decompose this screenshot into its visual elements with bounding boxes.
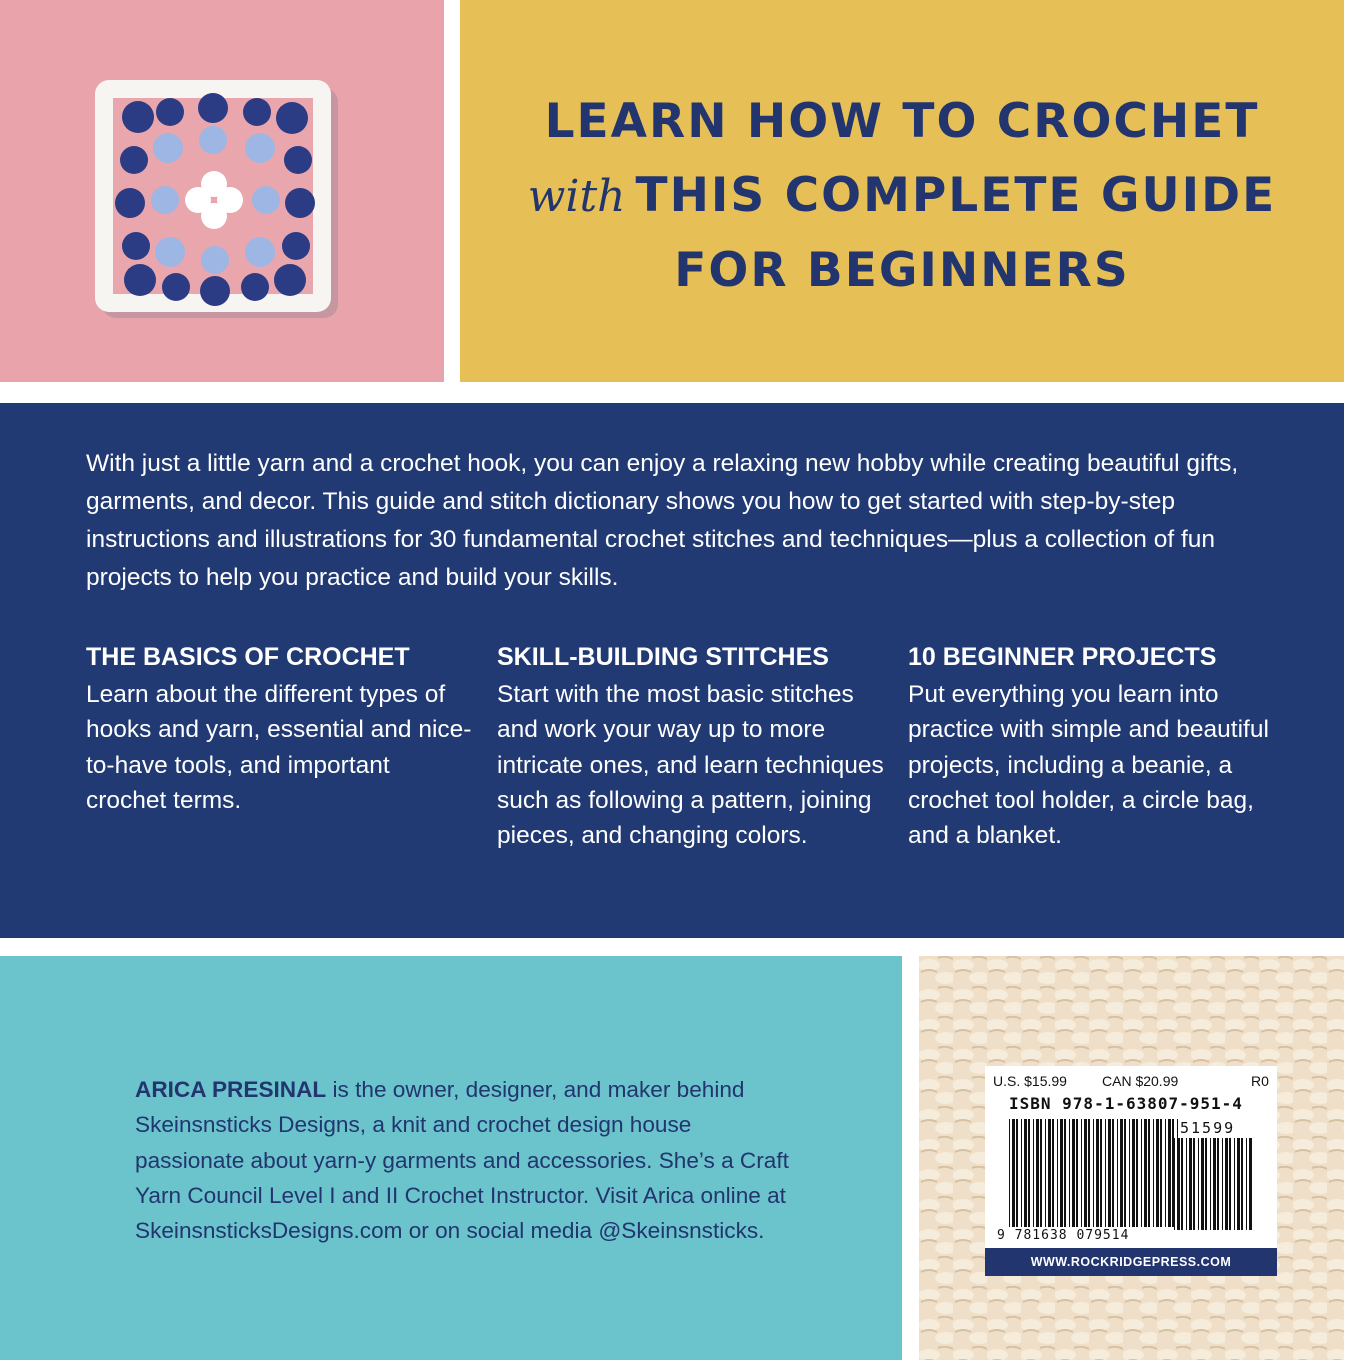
headline-line-1: LEARN HOW TO CROCHET — [544, 94, 1260, 149]
price-us: U.S. $15.99 — [993, 1073, 1067, 1089]
barcode-bar — [1205, 1138, 1207, 1230]
headline-panel — [460, 0, 1344, 382]
barcode-bar — [1153, 1119, 1154, 1227]
barcode-bar — [1174, 1138, 1175, 1230]
author-name: ARICA PRESINAL — [135, 1077, 327, 1102]
barcode-bar — [1112, 1119, 1114, 1227]
barcode-bar — [1124, 1119, 1126, 1227]
barcode-bar — [1136, 1119, 1138, 1227]
barcode-bar — [1246, 1138, 1247, 1230]
barcode-icon — [1009, 1119, 1181, 1227]
barcode-bar — [1096, 1119, 1099, 1227]
barcode-bar — [1229, 1138, 1231, 1230]
barcode-bar — [1072, 1119, 1075, 1227]
barcode-bar — [1081, 1119, 1082, 1227]
barcode-bar — [1160, 1119, 1162, 1227]
barcode-bar — [1057, 1119, 1058, 1227]
feature-basics — [86, 640, 476, 818]
barcode-bar — [1105, 1119, 1106, 1227]
barcode-bar — [1036, 1119, 1039, 1227]
barcode-bar — [1141, 1119, 1142, 1227]
granny-square-illustration — [0, 0, 444, 382]
barcode-bar — [1181, 1138, 1183, 1230]
barcode-bar — [1132, 1119, 1135, 1227]
barcode-bar — [1177, 1138, 1180, 1230]
barcode-bar — [1210, 1138, 1211, 1230]
barcode-bar — [1222, 1138, 1223, 1230]
feature-projects — [908, 640, 1298, 853]
barcode-bar — [1234, 1138, 1235, 1230]
feature-title: SKILL-BUILDING STITCHES — [497, 643, 829, 671]
barcode-bar — [1148, 1119, 1150, 1227]
barcode-bar — [1241, 1138, 1243, 1230]
author-bio — [135, 1072, 795, 1248]
barcode-bar — [1165, 1119, 1166, 1227]
barcode-bar — [1012, 1119, 1015, 1227]
isbn-number: ISBN 978-1-63807-951-4 — [1009, 1094, 1243, 1113]
feature-title: THE BASICS OF CROCHET — [86, 643, 410, 671]
barcode-bar — [1052, 1119, 1054, 1227]
feature-title: 10 BEGINNER PROJECTS — [908, 643, 1217, 671]
barcode-bar — [1064, 1119, 1066, 1227]
barcode-bar — [1024, 1119, 1027, 1227]
barcode-bar — [1213, 1138, 1216, 1230]
barcode-bar — [1237, 1138, 1240, 1230]
barcode-bar — [1021, 1119, 1022, 1227]
barcode-bar — [1045, 1119, 1046, 1227]
feature-stitches — [497, 640, 887, 853]
barcode-bar — [1048, 1119, 1051, 1227]
barcode-bar — [1193, 1138, 1195, 1230]
barcode-bar — [1028, 1119, 1030, 1227]
barcode-bar — [1076, 1119, 1078, 1227]
granny-square-photo — [0, 0, 444, 382]
ean-number: 9 781638 079514 — [997, 1228, 1130, 1243]
barcode-bar — [1225, 1138, 1228, 1230]
barcode-bar — [1120, 1119, 1123, 1227]
barcode-bar — [1117, 1119, 1118, 1227]
barcode-bar — [1060, 1119, 1063, 1227]
barcode-bar — [1009, 1119, 1010, 1227]
intro-paragraph: With just a little yarn and a crochet hook, you can enjoy a relaxing new hobby while creating beautiful gifts, garments, and decor. This guide and stitch dictionary shows you how to get started with step-by-step instructions and illustrations for 30 fundamental crochet stitches and techniques—plus a collection of fun projects to help you practice and build your skills. — [86, 450, 1239, 591]
headline-line-3: FOR BEGINNERS — [674, 243, 1130, 298]
barcode-bar — [1033, 1119, 1034, 1227]
addon-number: 51599 — [1180, 1119, 1236, 1137]
barcode-label — [985, 1066, 1277, 1276]
headline-line-2-text: THIS COMPLETE GUIDE — [635, 168, 1277, 223]
barcode-bar — [1069, 1119, 1070, 1227]
barcode-bar — [1189, 1138, 1192, 1230]
publisher-website: WWW.ROCKRIDGEPRESS.COM — [985, 1248, 1277, 1276]
barcode-bar — [1129, 1119, 1130, 1227]
headline-script-word: with — [527, 171, 626, 222]
barcode-bar — [1093, 1119, 1094, 1227]
feature-text: Put everything you learn into practice with simple and beautiful projects, including a beanie, a crochet tool holder, a circle bag, and a blanket. — [908, 681, 1269, 850]
barcode-bar — [1108, 1119, 1111, 1227]
barcode-bar — [1156, 1119, 1159, 1227]
barcode-bar — [1040, 1119, 1042, 1227]
barcode-bar — [1249, 1138, 1252, 1230]
price-code: R0 — [1251, 1073, 1269, 1089]
feature-text: Learn about the different types of hooks and yarn, essential and nice-to-have tools, and important crochet terms. — [86, 681, 472, 814]
headline-line-2 — [460, 168, 1344, 223]
barcode-bar — [1144, 1119, 1147, 1227]
barcode-bar — [1016, 1119, 1018, 1227]
barcode-bar — [1201, 1138, 1204, 1230]
barcode-addon-icon — [1174, 1138, 1254, 1230]
author-bio-text: is the owner, designer, and maker behind Skeinsnsticks Designs, a knit and crochet design house passionate about yarn-y garments and accessories. She’s a Craft Yarn Council Level I and II Crochet Instructor. Visit Arica online at SkeinsnsticksDesigns.com or on social media @Skeinsnsticks. — [135, 1077, 789, 1244]
barcode-bar — [1084, 1119, 1087, 1227]
barcode-bar — [1217, 1138, 1219, 1230]
barcode-bar — [1100, 1119, 1102, 1227]
barcode-bar — [1198, 1138, 1199, 1230]
price-can: CAN $20.99 — [1102, 1073, 1179, 1089]
barcode-bar — [1168, 1119, 1171, 1227]
feature-text: Start with the most basic stitches and work your way up to more intricate ones, and learn techniques such as following a pattern, joining pieces, and changing colors. — [497, 681, 884, 850]
barcode-bar — [1186, 1138, 1187, 1230]
barcode-bar — [1088, 1119, 1090, 1227]
